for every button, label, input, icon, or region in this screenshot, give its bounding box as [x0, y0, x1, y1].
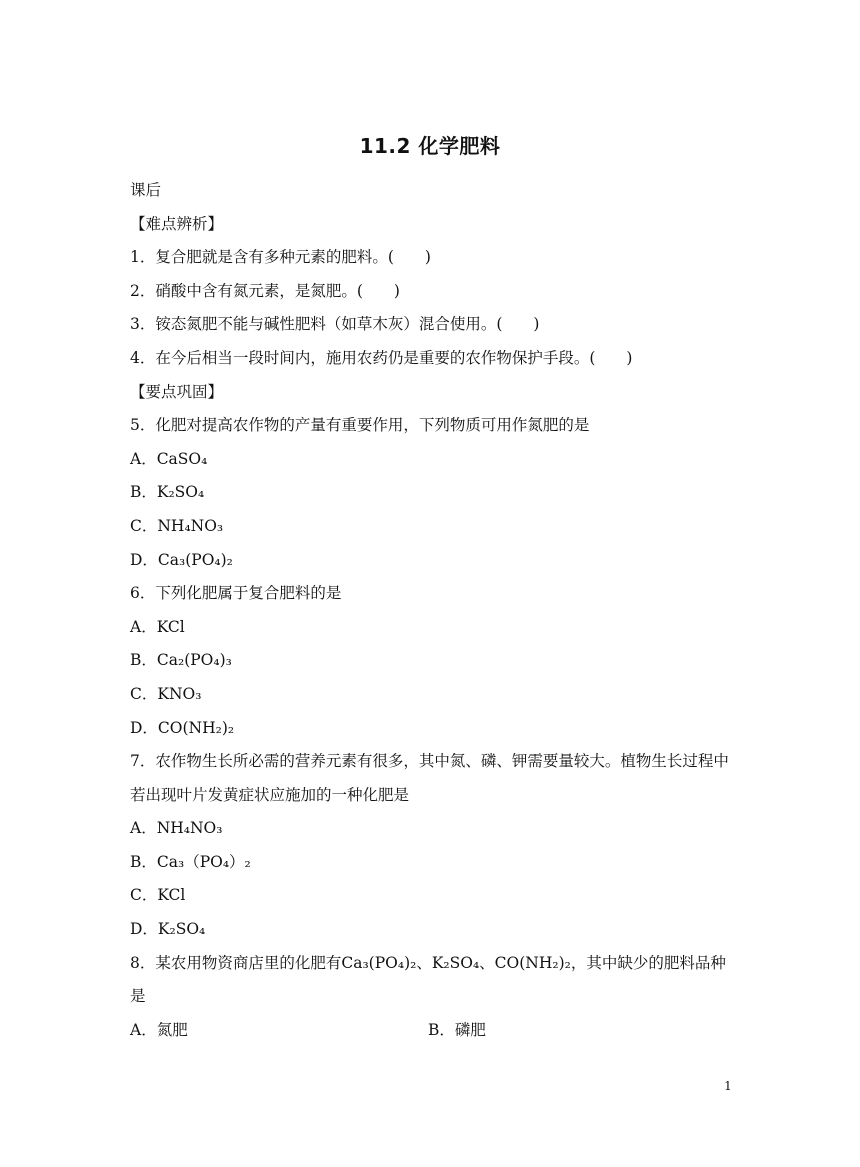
question-8-stem: 8．某农用物资商店里的化肥有Ca₃(PO₄)₂、K₂SO₄、CO(NH₂)₂，其中缺少的肥料品种是 — [130, 953, 726, 1006]
question-6-option-b: B．Ca₂(PO₄)₃ — [130, 651, 232, 670]
section-heading-key-points: 【要点巩固】 — [130, 382, 224, 401]
question-5-option-b: B．K₂SO₄ — [130, 483, 205, 502]
section-heading-difficulty: 【难点辨析】 — [130, 214, 224, 233]
question-5-option-c: C．NH₄NO₃ — [130, 516, 224, 535]
question-7-option-d: D．K₂SO₄ — [130, 920, 206, 939]
judgement-item-3: 3．铵态氮肥不能与碱性肥料（如草木灰）混合使用。( ) — [130, 315, 540, 334]
question-5-option-d: D．Ca₃(PO₄)₂ — [130, 550, 233, 569]
question-8-options-row — [130, 1014, 730, 1048]
question-7-option-b: B．Ca₃（PO₄）₂ — [130, 852, 251, 871]
question-5-stem: 5．化肥对提高农作物的产量有重要作用，下列物质可用作氮肥的是 — [130, 416, 590, 435]
question-8-option-b: B．磷肥 — [428, 1020, 486, 1039]
page-number: 1 — [724, 1079, 732, 1093]
question-6-option-d: D．CO(NH₂)₂ — [130, 718, 235, 737]
judgement-item-4: 4．在今后相当一段时间内，施用农药仍是重要的农作物保护手段。( ) — [130, 348, 633, 367]
question-7-option-c: C．KCl — [130, 886, 186, 905]
question-5-option-a: A．CaSO₄ — [130, 449, 208, 468]
judgement-item-2: 2．硝酸中含有氮元素，是氮肥。( ) — [130, 281, 400, 300]
question-8-option-a: A．氮肥 — [130, 1020, 188, 1039]
document-body — [130, 174, 730, 1047]
question-7-option-a: A．NH₄NO₃ — [130, 819, 223, 838]
judgement-item-1: 1．复合肥就是含有多种元素的肥料。( ) — [130, 248, 431, 267]
subtitle: 课后 — [130, 181, 162, 199]
question-6-option-c: C．KNO₃ — [130, 684, 202, 703]
question-7-stem: 7．农作物生长所必需的营养元素有很多，其中氮、磷、钾需要量较大。植物生长过程中若出现叶片发黄症状应施加的一种化肥是 — [130, 752, 729, 804]
question-6-option-a: A．KCl — [130, 617, 185, 636]
page-title: 11.2 化学肥料 — [359, 134, 501, 158]
question-6-stem: 6．下列化肥属于复合肥料的是 — [130, 584, 342, 603]
